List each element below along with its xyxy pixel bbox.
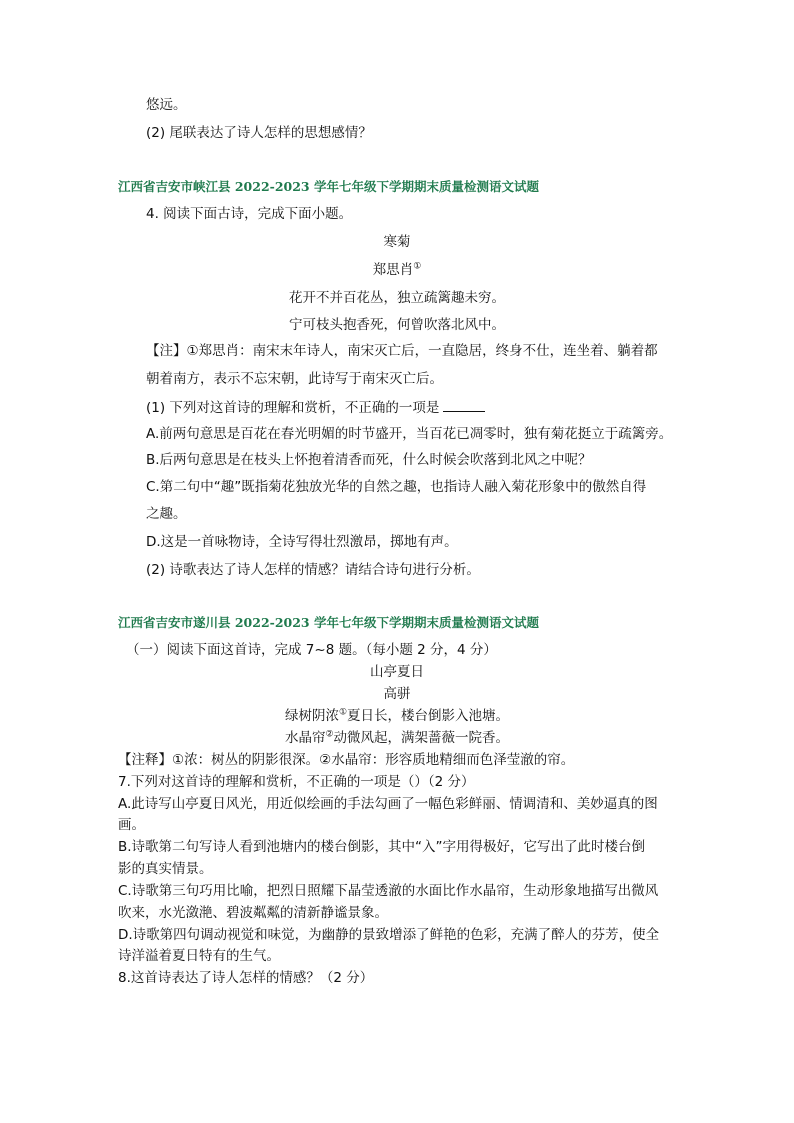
poem-author: 高骈 [383,686,411,702]
answer-blank [443,399,485,412]
question-1-text: (1) 下列对这首诗的理解和赏析，不正确的一项是 [146,399,485,417]
text-line: 悠远。 [146,97,187,113]
footnote-mark: ① [338,707,348,718]
option-a: A.前两句意思是百花在春光明媚的时节盛开，当百花已凋零时，独有菊花挺立于疏篱旁。 [146,426,673,442]
option-a-continued: 画。 [118,817,145,833]
option-a: A.此诗写山亭夏日风光，用近似绘画的手法勾画了一幅色彩鲜丽、情调清和、美妙逼真的图 [118,796,658,812]
section-heading-suichuan: 江西省吉安市遂川县 2022-2023 学年七年级下学期期末质量检测语文试题 [118,615,539,630]
question-4-intro: 4. 阅读下面古诗，完成下面小题。 [146,206,353,222]
poem-line: 宁可枝头抱香死，何曾吹落北风中。 [289,317,505,333]
poem-author: 郑思肖① [372,261,422,278]
poem-line: 水晶帘②动微风起，满架蔷薇一院香。 [284,729,510,746]
option-c-continued: 之趣。 [146,506,187,522]
poem-title: 寒菊 [383,234,411,250]
poem-title: 山亭夏日 [370,664,424,680]
option-c: C.诗歌第三句巧用比喻，把烈日照耀下晶莹透澈的水面比作水晶帘，生动形象地描写出微风 [118,883,659,899]
annotation-text: 【注释】①浓：树丛的阴影很深。②水晶帘：形容质地精细而色泽莹澈的帘。 [118,752,575,768]
section-heading-xiajiang: 江西省吉安市峡江县 2022-2023 学年七年级下学期期末质量检测语文试题 [118,179,539,194]
annotation-text: 朝着南方，表示不忘宋朝，此诗写于南宋灭亡后。 [146,371,443,387]
poem-line: 绿树阴浓①夏日长，楼台倒影入池塘。 [284,707,510,724]
option-c: C.第二句中“趣”既指菊花独放光华的自然之趣，也指诗人融入菊花形象中的傲然自得 [146,479,647,495]
option-b: B.后两句意思是在枝头上怀抱着清香而死，什么时候会吹落到北风之中呢？ [146,452,592,468]
option-d-continued: 诗洋溢着夏日特有的生气。 [118,948,280,964]
footnote-mark: ② [325,729,334,740]
option-b: B.诗歌第二句写诗人看到池塘内的楼台倒影，其中“入”字用得极好，它写出了此时楼台倒 [118,839,646,855]
question-2-text: (2) 尾联表达了诗人怎样的思想感情？ [146,125,372,141]
reading-intro: （一）阅读下面这首诗，完成 7~8 题。（每小题 2 分，4 分） [126,642,497,658]
poem-line: 花开不并百花丛，独立疏篱趣未穷。 [289,290,505,306]
option-d: D.诗歌第四句调动视觉和味觉，为幽静的景致增添了鲜艳的色彩，充满了醉人的芬芳，使全 [118,927,660,943]
option-b-continued: 影的真实情景。 [118,861,213,877]
annotation-text: 【注】①郑思肖：南宋末年诗人，南宋灭亡后，一直隐居，终身不仕，连坐着、躺着都 [146,343,658,359]
question-2-text: (2) 诗歌表达了诗人怎样的情感？请结合诗句进行分析。 [146,562,480,578]
question-8-text: 8.这首诗表达了诗人怎样的情感？（2 分） [118,970,374,986]
footnote-mark: ① [413,261,422,272]
option-d: D.这是一首咏物诗，全诗写得壮烈激昂，掷地有声。 [146,534,458,550]
option-c-continued: 吹来，水光潋滟、碧波粼粼的清新静谧景象。 [118,905,388,921]
question-7-text: 7.下列对这首诗的理解和赏析，不正确的一项是（）（2 分） [118,774,475,790]
